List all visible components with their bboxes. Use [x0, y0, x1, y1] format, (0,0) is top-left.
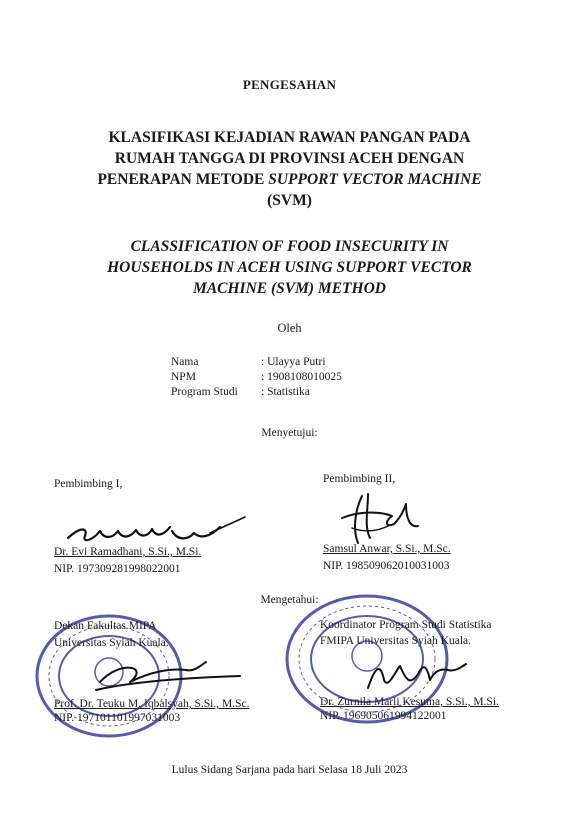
supervisor2-signature [322, 488, 432, 550]
title-id-line-4: (SVM) [267, 192, 312, 209]
acknowledged-label: Mengetahui: [260, 594, 319, 606]
npm-value: : 1908108010025 [261, 371, 342, 383]
thesis-title-english [0, 236, 579, 299]
thesis-title-indonesian [0, 127, 579, 211]
supervisor1-name: Dr. Evi Ramadhani, S.Si., M.Si. [54, 546, 202, 558]
supervisor1-role: Pembimbing I, [54, 478, 123, 490]
title-en-line-1: CLASSIFICATION OF FOOD INSECURITY IN [130, 238, 449, 255]
page-heading: PENGESAHAN [242, 77, 337, 92]
coordinator-name: Dr. Zurnila Marli Kesuma, S.Si., M.Si. [320, 696, 499, 708]
program-value: : Statistika [261, 386, 310, 398]
name-label: Nama [171, 356, 199, 368]
dean-name: Prof. Dr. Teuku M. Iqbalsyah, S.Si., M.Sc. [54, 698, 250, 710]
title-id-line-2: RUMAH TANGGA DI PROVINSI ACEH DENGAN [114, 150, 465, 167]
title-id-line-3: PENERAPAN METODE SUPPORT VECTOR MACHINE [97, 171, 482, 188]
dean-nip: NIP. 197101101997031003 [54, 712, 181, 724]
supervisor2-name: Samsul Anwar, S.Si., M.Sc. [323, 543, 451, 555]
name-value: : Ulayya Putri [261, 356, 326, 368]
dean-role-line-2: Universitas Syiah Kuala. [54, 637, 169, 649]
dean-role-line-1: Dekan Fakultas MIPA [54, 620, 157, 632]
supervisor2-nip: NIP. 198509062010031003 [323, 560, 450, 572]
coordinator-role-line-1: Koordinator Program Studi Statistika [320, 619, 492, 631]
approved-label: Menyetujui: [261, 427, 318, 439]
title-id-line-1: KLASIFIKASI KEJADIAN RAWAN PANGAN PADA [108, 129, 471, 146]
coordinator-role-line-2: FMIPA Universitas Syiah Kuala. [320, 635, 471, 647]
supervisor1-signature [60, 505, 250, 550]
supervisor2-role: Pembimbing II, [323, 473, 396, 485]
title-en-line-3: MACHINE (SVM) METHOD [193, 280, 386, 297]
student-info [171, 355, 461, 400]
dean-signature [90, 652, 250, 700]
graduation-note: Lulus Sidang Sarjana pada hari Selasa 18 Juli 2023 [171, 764, 408, 776]
coordinator-nip: NIP. 196905061994122001 [320, 710, 447, 722]
program-label: Program Studi [171, 386, 238, 398]
supervisor1-nip: NIP. 197309281998022001 [54, 563, 181, 575]
coordinator-signature [360, 650, 470, 696]
npm-label: NPM [171, 371, 196, 383]
title-en-line-2: HOUSEHOLDS IN ACEH USING SUPPORT VECTOR [107, 259, 472, 276]
by-label: Oleh [277, 321, 302, 335]
